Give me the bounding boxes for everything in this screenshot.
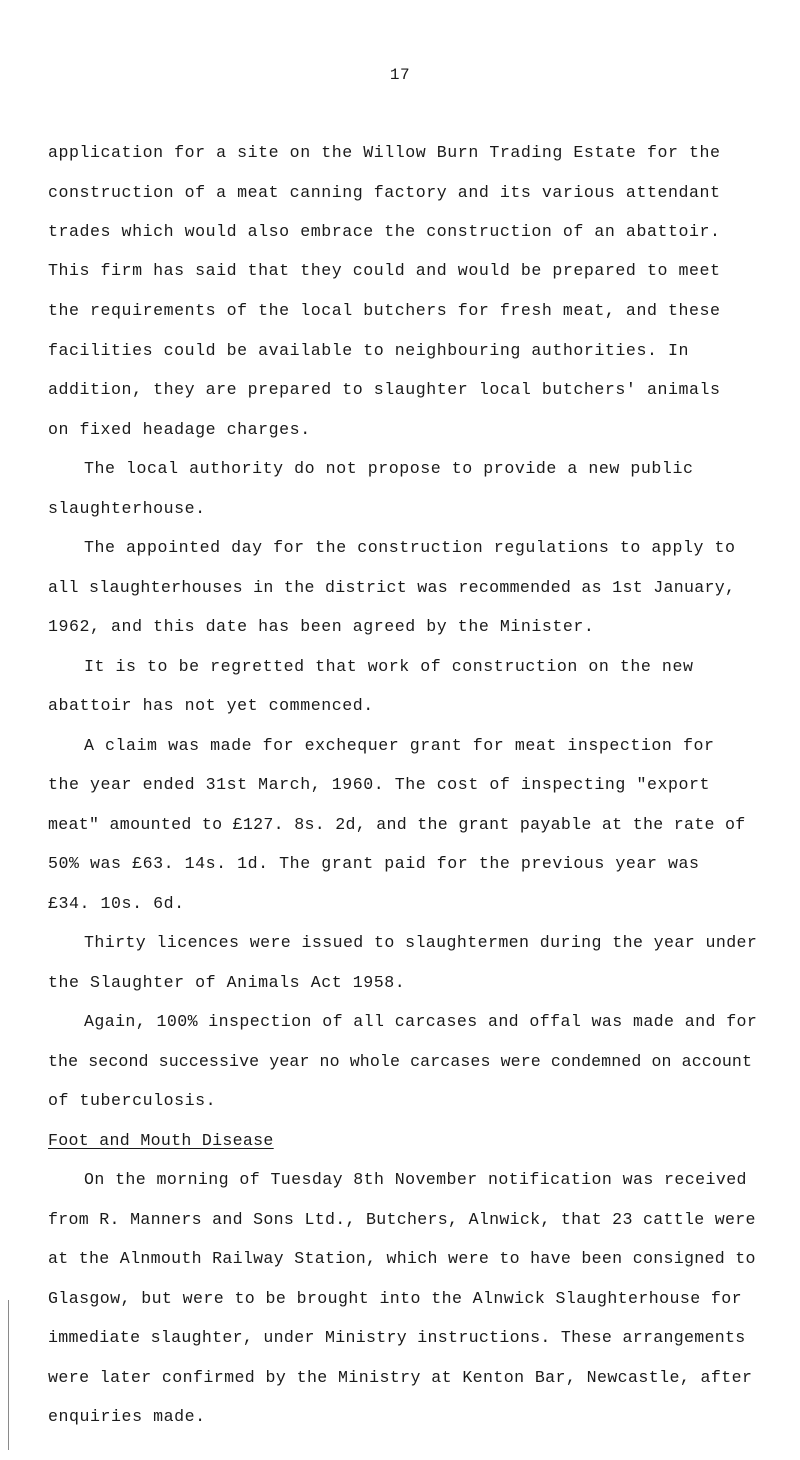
text-line: application for a site on the Willow Burn Trading Estate for the — [48, 143, 721, 162]
text-line: Again, 100% inspection of all carcases and offal was made and for — [84, 1012, 758, 1031]
text-line: the Slaughter of Animals Act 1958. — [48, 973, 406, 992]
text-line: meat" amounted to £127. 8s. 2d, and the grant payable at the rate of — [48, 815, 746, 834]
text-line: trades which would also embrace the construction of an abattoir. — [48, 222, 721, 241]
text-line: Thirty licences were issued to slaughtermen during the year under — [84, 933, 758, 952]
text-line: £34. 10s. 6d. — [48, 894, 185, 913]
text-line: 1962, and this date has been agreed by the Minister. — [48, 617, 595, 636]
text-line: This firm has said that they could and would be prepared to meet — [48, 261, 721, 280]
text-line: of tuberculosis. — [48, 1091, 217, 1110]
text-line: enquiries made. — [48, 1407, 206, 1426]
text-line: immediate slaughter, under Ministry instructions. These arrangements — [48, 1328, 746, 1347]
text-line: at the Alnmouth Railway Station, which were to have been consigned to — [48, 1249, 756, 1268]
text-line: all slaughterhouses in the district was recommended as 1st January, — [48, 578, 736, 597]
page-number: 17 — [389, 66, 411, 84]
text-line: Glasgow, but were to be brought into the Alnwick Slaughterhouse for — [48, 1289, 742, 1308]
text-line: from R. Manners and Sons Ltd., Butchers, Alnwick, that 23 cattle were — [48, 1210, 756, 1229]
text-line: The appointed day for the construction regulations to apply to — [84, 538, 736, 557]
text-line: A claim was made for exchequer grant for meat inspection for — [84, 736, 715, 755]
text-line: were later confirmed by the Ministry at Kenton Bar, Newcastle, after — [48, 1368, 753, 1387]
text-line: abattoir has not yet commenced. — [48, 696, 374, 715]
scan-margin-line — [8, 1300, 9, 1450]
text-line: construction of a meat canning factory and its various attendant — [48, 183, 721, 202]
text-line: addition, they are prepared to slaughter local butchers' animals — [48, 380, 721, 399]
text-line: the year ended 31st March, 1960. The cost of inspecting "export — [48, 775, 710, 794]
text-line: slaughterhouse. — [48, 499, 206, 518]
text-line: the requirements of the local butchers for fresh meat, and these — [48, 301, 721, 320]
text-line: the second successive year no whole carcases were condemned on account — [48, 1052, 753, 1071]
text-line: On the morning of Tuesday 8th November notification was received — [84, 1170, 747, 1189]
text-line: facilities could be available to neighbouring authorities. In — [48, 341, 689, 360]
text-line: on fixed headage charges. — [48, 420, 311, 439]
section-heading: Foot and Mouth Disease — [48, 1131, 274, 1150]
text-line: It is to be regretted that work of construction on the new — [84, 657, 694, 676]
text-line: 50% was £63. 14s. 1d. The grant paid for the previous year was — [48, 854, 700, 873]
text-line: The local authority do not propose to provide a new public — [84, 459, 694, 478]
